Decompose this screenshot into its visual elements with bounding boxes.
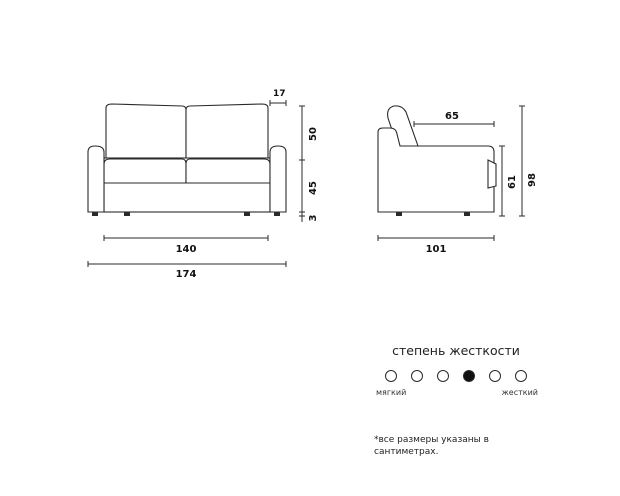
front-foot-1 bbox=[92, 212, 98, 216]
firmness-title: степень жесткости bbox=[392, 343, 520, 358]
dim-total-height: 98 bbox=[527, 173, 538, 187]
firmness-dot-selected bbox=[464, 371, 475, 382]
dim-back-height: 50 bbox=[308, 127, 319, 141]
firmness-dot bbox=[438, 371, 449, 382]
side-arm-front bbox=[488, 160, 496, 188]
note-line-2: сантиметрах. bbox=[374, 447, 439, 457]
front-foot-4 bbox=[274, 212, 280, 216]
front-view bbox=[88, 89, 319, 280]
front-arm-right bbox=[270, 146, 286, 212]
front-back-cushion-left bbox=[106, 104, 186, 162]
dim-arm-height: 61 bbox=[507, 175, 518, 189]
firmness-hard-label: жесткий bbox=[501, 388, 538, 397]
firmness-dot bbox=[490, 371, 501, 382]
dim-leg-height: 3 bbox=[308, 214, 319, 222]
front-seat-cushion-left bbox=[104, 159, 186, 183]
dim-seat-depth: 65 bbox=[445, 111, 459, 122]
dim-arm-width: 17 bbox=[273, 89, 286, 99]
firmness-dot bbox=[386, 371, 397, 382]
side-foot-1 bbox=[396, 212, 402, 216]
units-note bbox=[374, 435, 489, 457]
dim-seat-height: 45 bbox=[308, 181, 319, 195]
side-foot-2 bbox=[464, 212, 470, 216]
firmness-dot bbox=[412, 371, 423, 382]
firmness-soft-label: мягкий bbox=[376, 388, 407, 397]
note-line-1: *все размеры указаны в bbox=[374, 435, 489, 445]
front-arm-left bbox=[88, 146, 104, 212]
side-body bbox=[378, 128, 494, 212]
firmness-dot bbox=[516, 371, 527, 382]
front-seat-cushion-right bbox=[186, 159, 270, 183]
front-back-cushion-right bbox=[186, 104, 268, 162]
firmness-dots bbox=[386, 371, 527, 382]
side-view bbox=[378, 106, 538, 255]
dim-total-depth: 101 bbox=[425, 244, 447, 255]
front-foot-2 bbox=[124, 212, 130, 216]
firmness-scale bbox=[376, 343, 538, 397]
dim-total-width: 174 bbox=[175, 269, 197, 280]
dim-seat-width: 140 bbox=[175, 244, 197, 255]
front-foot-3 bbox=[244, 212, 250, 216]
